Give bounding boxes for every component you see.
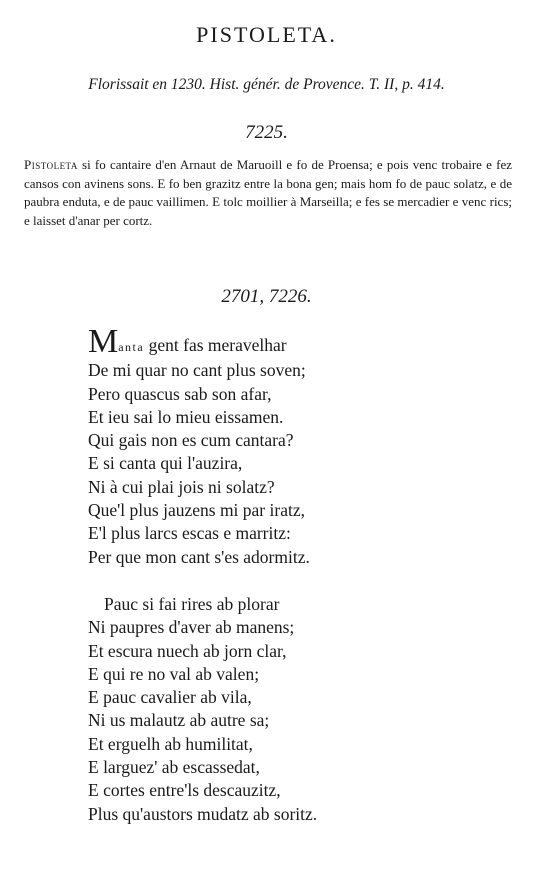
poem-line-text: gent fas meravelhar <box>144 335 287 355</box>
poem-line: Pero quascus sab son afar, <box>88 383 272 404</box>
poem-line: Et erguelh ab humilitat, <box>88 733 253 754</box>
poem-line: Et ieu sai lo mieu eissamen. <box>88 406 284 427</box>
poem-line: Ni à cui plai jois ni solatz? <box>88 476 275 497</box>
poem-line: E qui re no val ab valen; <box>88 663 260 684</box>
poem-line: E'l plus larcs escas e marritz: <box>88 523 291 544</box>
poem-line: Plus qu'austors mudatz ab soritz. <box>88 803 318 824</box>
biography-text: si fo cantaire d'en Arnaut de Maruoill e fo de Proensa; e pois venc trobaire e fez cansos con avinens sons. E fo ben grazitz entre la bona gen; mais hom fo de pauc solatz, e de paubra enduta, e de pauc vaillimen. E tolc moillier à Marseilla; e fes se mercadier e venc rics; e laisset d'anar per cortz. <box>24 157 512 228</box>
poem-numbers: 2701, 7226. <box>221 286 312 307</box>
poem-line: Ni us malautz ab autre sa; <box>88 710 270 731</box>
poem-line: Et escura nuech ab jorn clar, <box>88 640 287 661</box>
poem-line: Qui gais non es cum cantara? <box>88 430 294 451</box>
stanza-1 <box>88 323 508 569</box>
biography-paragraph <box>24 156 512 230</box>
attribution-line: Florissait en 1230. Hist. génér. de Provence. T. II, p. 414. <box>88 76 445 93</box>
poem-line: Per que mon cant s'es adormitz. <box>88 546 310 567</box>
poem-line: Ni paupres d'aver ab manens; <box>88 617 295 638</box>
biography-name: Pistoleta <box>24 157 78 172</box>
drop-cap: M <box>88 323 119 360</box>
poem-line <box>88 323 508 360</box>
poem-line: Que'l plus jauzens mi par iratz, <box>88 500 305 521</box>
entry-number: 7225. <box>245 122 288 143</box>
poem-line: Pauc si fai rires ab plorar <box>104 594 280 614</box>
page-title: PISTOLETA. <box>196 22 337 47</box>
poem-line: E si canta qui l'auzira, <box>88 453 243 474</box>
poem-line: E larguez' ab escassedat, <box>88 757 260 778</box>
poem-line: De mi quar no cant plus soven; <box>88 360 306 381</box>
poem-line: E cortes entre'ls descauzitz, <box>88 780 281 801</box>
poem-line: E pauc cavalier ab vila, <box>88 687 252 708</box>
stanza-2 <box>88 593 508 826</box>
first-word-smallcaps: anta <box>118 340 145 354</box>
